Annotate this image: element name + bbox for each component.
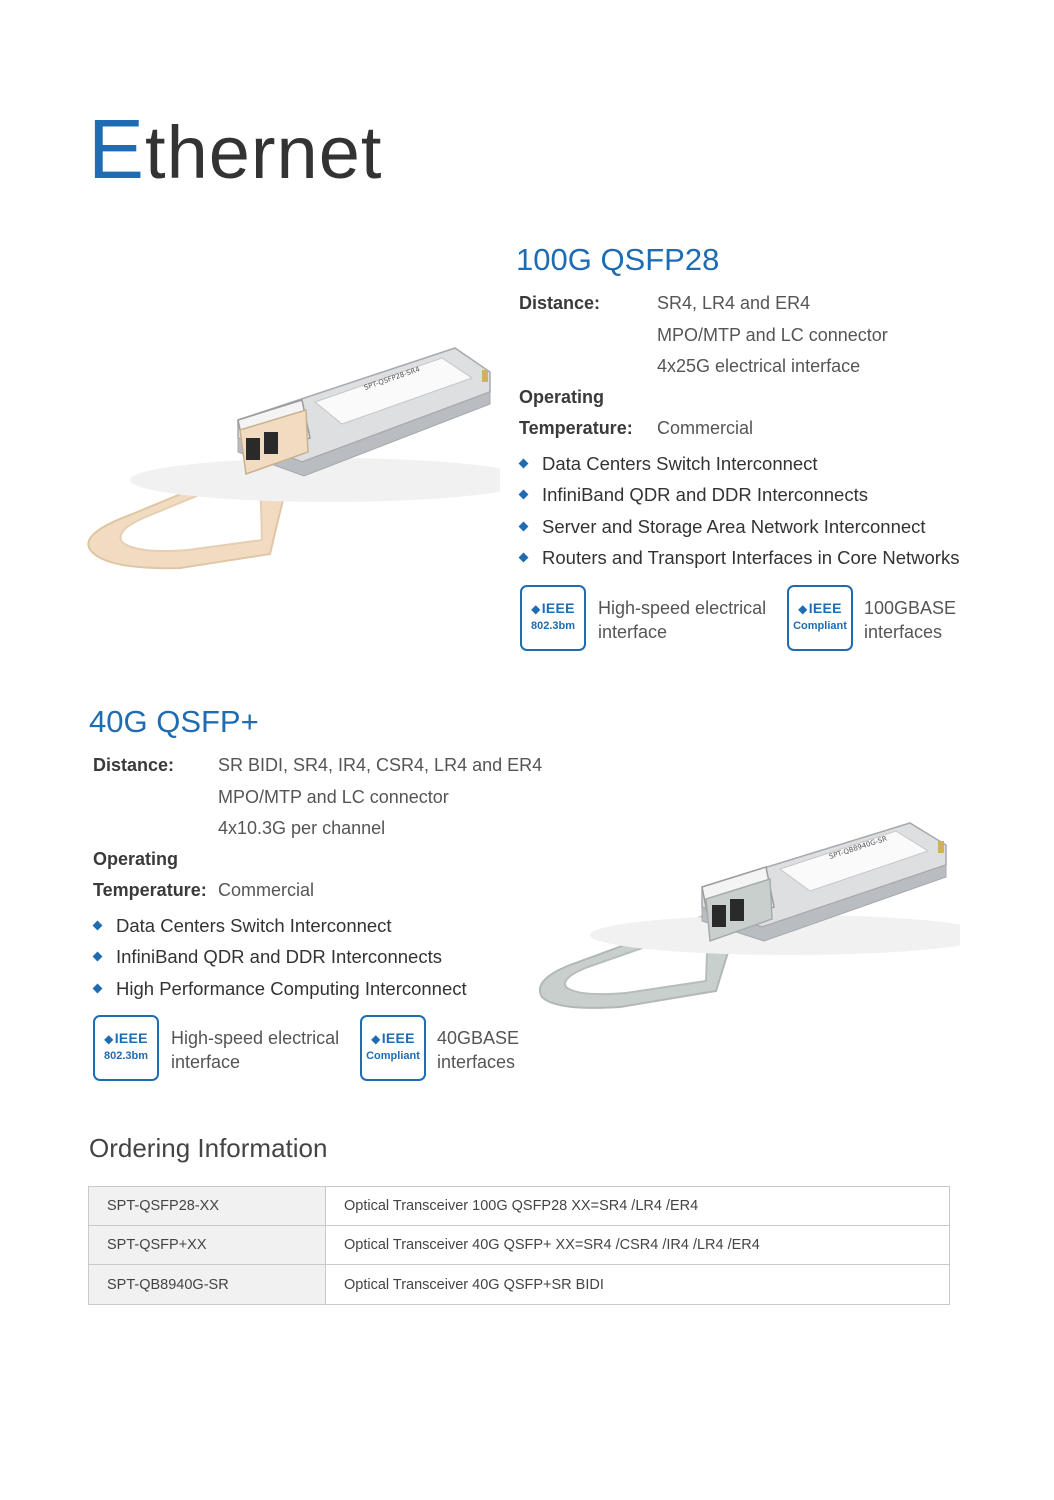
- list-item: InfiniBand QDR and DDR Interconnects: [92, 941, 467, 972]
- operating-label: Operating: [519, 387, 605, 407]
- diamond-bullet-icon: [519, 552, 529, 562]
- qsfp28-product-image: [70, 330, 500, 580]
- badge-description: High-speed electrical interface: [598, 598, 767, 642]
- list-item: Routers and Transport Interfaces in Core Networks: [518, 542, 959, 573]
- ieee-badge-icon: ◆IEEE 802.3bm: [520, 585, 586, 651]
- ieee-compliant-badge-icon: ◆IEEE Compliant: [360, 1015, 426, 1081]
- temperature-value: Commercial: [657, 418, 754, 438]
- page-title: Ethernet: [88, 102, 383, 196]
- section-heading-40g: 40G QSFP+: [89, 704, 259, 739]
- table-row: [89, 1187, 950, 1226]
- feature-list-40g: [92, 910, 467, 1004]
- connector-value: MPO/MTP and LC connector: [218, 787, 449, 807]
- list-item: InfiniBand QDR and DDR Interconnects: [518, 479, 959, 510]
- ieee-compliant-badge-icon: ◆IEEE Compliant: [787, 585, 853, 651]
- list-item: Server and Storage Area Network Interconnect: [518, 511, 959, 542]
- temperature-value: Commercial: [218, 880, 315, 900]
- ieee-badge-icon: ◆IEEE 802.3bm: [93, 1015, 159, 1081]
- list-item: High Performance Computing Interconnect: [92, 973, 467, 1004]
- temperature-label: Temperature:: [93, 880, 207, 900]
- distance-value: SR4, LR4 and ER4: [657, 293, 811, 313]
- channel-value: 4x10.3G per channel: [218, 818, 386, 838]
- temperature-label: Temperature:: [519, 418, 633, 438]
- diamond-bullet-icon: [519, 490, 529, 500]
- badge-description: 100GBASE interfaces: [864, 598, 957, 642]
- diamond-bullet-icon: [93, 983, 103, 993]
- feature-list-100g: [518, 448, 959, 573]
- diamond-bullet-icon: [93, 921, 103, 931]
- description-cell: Optical Transceiver 40G QSFP+ XX=SR4 /CSR4 /IR4 /LR4 /ER4: [326, 1226, 950, 1265]
- ordering-heading: Ordering Information: [89, 1133, 328, 1163]
- part-number-cell: SPT-QSFP28-XX: [89, 1187, 326, 1226]
- table-row: [89, 1226, 950, 1265]
- distance-value: SR BIDI, SR4, IR4, CSR4, LR4 and ER4: [218, 755, 543, 775]
- description-cell: Optical Transceiver 40G QSFP+SR BIDI: [326, 1265, 950, 1305]
- badge-description: 40GBASE interfaces: [437, 1028, 520, 1072]
- connector-value: MPO/MTP and LC connector: [657, 325, 888, 345]
- qsfp28-label-text: SPT-QSFP28-SR4: [363, 365, 421, 392]
- section-heading-100g: 100G QSFP28: [516, 242, 720, 277]
- badge-description: High-speed electrical interface: [171, 1028, 340, 1072]
- qsfp-plus-label-text: SPT-QB8940G-SR: [828, 834, 889, 861]
- qsfp-plus-product-image: [530, 815, 960, 1045]
- diamond-bullet-icon: [519, 459, 529, 469]
- operating-label: Operating: [93, 849, 179, 869]
- diamond-bullet-icon: [93, 952, 103, 962]
- diamond-bullet-icon: [519, 521, 529, 531]
- interface-value: 4x25G electrical interface: [657, 356, 861, 376]
- part-number-cell: SPT-QB8940G-SR: [89, 1265, 326, 1305]
- part-number-cell: SPT-QSFP+XX: [89, 1226, 326, 1265]
- ordering-table: [88, 1186, 950, 1305]
- list-item: Data Centers Switch Interconnect: [92, 910, 467, 941]
- distance-label: Distance:: [93, 755, 175, 775]
- list-item: Data Centers Switch Interconnect: [518, 448, 959, 479]
- description-cell: Optical Transceiver 100G QSFP28 XX=SR4 /LR4 /ER4: [326, 1187, 950, 1226]
- table-row: [89, 1265, 950, 1305]
- distance-label: Distance:: [519, 293, 601, 313]
